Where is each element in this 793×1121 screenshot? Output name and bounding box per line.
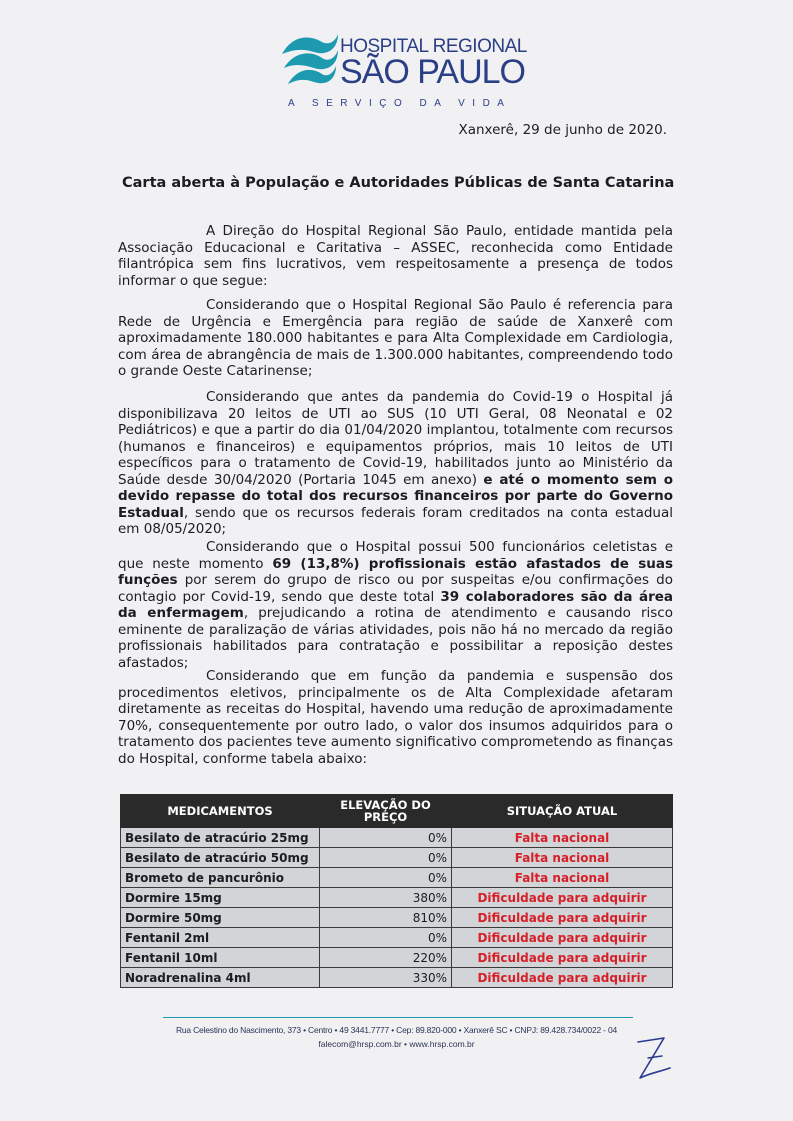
price-increase: 330% [320, 968, 452, 988]
status-text: Falta nacional [452, 848, 673, 868]
table-header-row [121, 795, 673, 828]
logo-text-hospital-regional: HOSPITAL REGIONAL [340, 36, 527, 57]
paragraph-text: Considerando que o Hospital possui 500 funcionários celetistas e que neste momento [118, 539, 673, 572]
paragraph-text: , prejudicando a rotina de atendimento e causando risco eminente de paralização de várias atividades, pois não há no mercado da região profissionais habilitados para contratação e possibilitar a reposição destes afastados; [118, 605, 673, 671]
price-increase: 810% [320, 908, 452, 928]
paragraph-emphasis: 69 (13,8%) profissionais estão afastados de suas funções [118, 555, 673, 588]
table-row [121, 828, 673, 848]
medication-name: Noradrenalina 4ml [121, 968, 320, 988]
paragraph-intro: A Direção do Hospital Regional São Paulo, entidade mantida pela Associação Educacional e Caritativa – ASSEC, reconhecida como Entidade filantrópica sem fins lucrativos, vem respeitosamente a presença de todos informar o que segue: [118, 223, 673, 289]
table-row [121, 868, 673, 888]
medication-name: Dormire 50mg [121, 908, 320, 928]
signature-mark [628, 1032, 678, 1087]
status-text: Falta nacional [452, 868, 673, 888]
logo-text-sao-paulo: SÃO PAULO [340, 53, 525, 91]
table-row [121, 848, 673, 868]
table-row [121, 888, 673, 908]
table-row [121, 948, 673, 968]
footer-contact: falecom@hrsp.com.br • www.hrsp.com.br [318, 1039, 475, 1049]
paragraph-emphasis: 39 colaboradores são da área da enfermagem [118, 588, 673, 621]
paragraph-staff [118, 539, 673, 671]
hospital-logo-icon [278, 30, 342, 92]
table-row [121, 908, 673, 928]
price-increase: 380% [320, 888, 452, 908]
footer-address: Rua Celestino do Nascimento, 373 • Centro • 49 3441.7777 • Cep: 89.820-000 • Xanxerê SC • CNPJ: 89.428.734/0022 - 04 [175, 1025, 618, 1035]
medication-name: Besilato de atracúrio 25mg [121, 828, 320, 848]
paragraph-emphasis: e até o momento sem o devido repasse do total dos recursos financeiros por parte do Governo Estadual [118, 471, 673, 521]
table-row [121, 928, 673, 948]
status-text: Dificuldade para adquirir [452, 908, 673, 928]
price-increase: 220% [320, 948, 452, 968]
medication-table [120, 794, 673, 988]
price-increase: 0% [320, 868, 452, 888]
place-date: Xanxerê, 29 de junho de 2020. [458, 122, 667, 138]
letterhead [278, 28, 527, 118]
medication-name: Dormire 15mg [121, 888, 320, 908]
status-text: Dificuldade para adquirir [452, 888, 673, 908]
paragraph-text: , sendo que os recursos federais foram creditados na conta estadual em 08/05/2020; [118, 504, 673, 537]
table-row [121, 968, 673, 988]
letter-title: Carta aberta à População e Autoridades Públicas de Santa Catarina [122, 175, 675, 191]
status-text: Dificuldade para adquirir [452, 928, 673, 948]
price-increase: 0% [320, 928, 452, 948]
paragraph-icu-beds [118, 389, 673, 538]
paragraph-finances: Considerando que em função da pandemia e suspensão dos procedimentos eletivos, principalmente os de Alta Complexidade afetaram diretamente as receitas do Hospital, havendo uma redução de aproximadamente 70%, consequentemente por outro lado, o valor dos insumos adquiridos para o tratamento dos pacientes teve aumento significativo comprometendo as finanças do Hospital, conforme tabela abaixo: [118, 668, 673, 767]
medication-name: Fentanil 2ml [121, 928, 320, 948]
medication-name: Fentanil 10ml [121, 948, 320, 968]
price-increase: 0% [320, 848, 452, 868]
price-increase: 0% [320, 828, 452, 848]
column-header: ELEVAÇÃO DO PREÇO [320, 795, 452, 828]
status-text: Dificuldade para adquirir [452, 948, 673, 968]
column-header: SITUAÇÃO ATUAL [452, 795, 673, 828]
paragraph-text: Considerando que antes da pandemia do Covid-19 o Hospital já disponibilizava 20 leitos de UTI ao SUS (10 UTI Geral, 08 Neonatal e 02 Pediátricos) e que a partir do dia 01/04/2020 implantou, totalmente com recursos (humanos e financeiros) e equipamentos próprios, mais 10 leitos de UTI específicos para o tratamento de Covid-19, habilitados junto ao Ministério da Saúde desde 30/04/2020 (Portaria 1045 em anexo) [118, 389, 673, 488]
status-text: Dificuldade para adquirir [452, 968, 673, 988]
status-text: Falta nacional [452, 828, 673, 848]
column-header: MEDICAMENTOS [121, 795, 320, 828]
medication-name: Besilato de atracúrio 50mg [121, 848, 320, 868]
medication-name: Brometo de pancurônio [121, 868, 320, 888]
tagline: A SERVIÇO DA VIDA [288, 98, 512, 109]
paragraph-reference: Considerando que o Hospital Regional São Paulo é referencia para Rede de Urgência e Emergência para região de saúde de Xanxerê com aproximadamente 180.000 habitantes e para Alta Complexidade em Cardiologia, com área de abrangência de mais de 1.300.000 habitantes, compreendendo todo o grande Oeste Catarinense; [118, 297, 673, 379]
footer-divider [163, 1017, 633, 1018]
paragraph-text: por serem do grupo de risco ou por suspeitas e/ou confirmações do contagio por Covid-19, sendo que deste total [118, 572, 673, 605]
